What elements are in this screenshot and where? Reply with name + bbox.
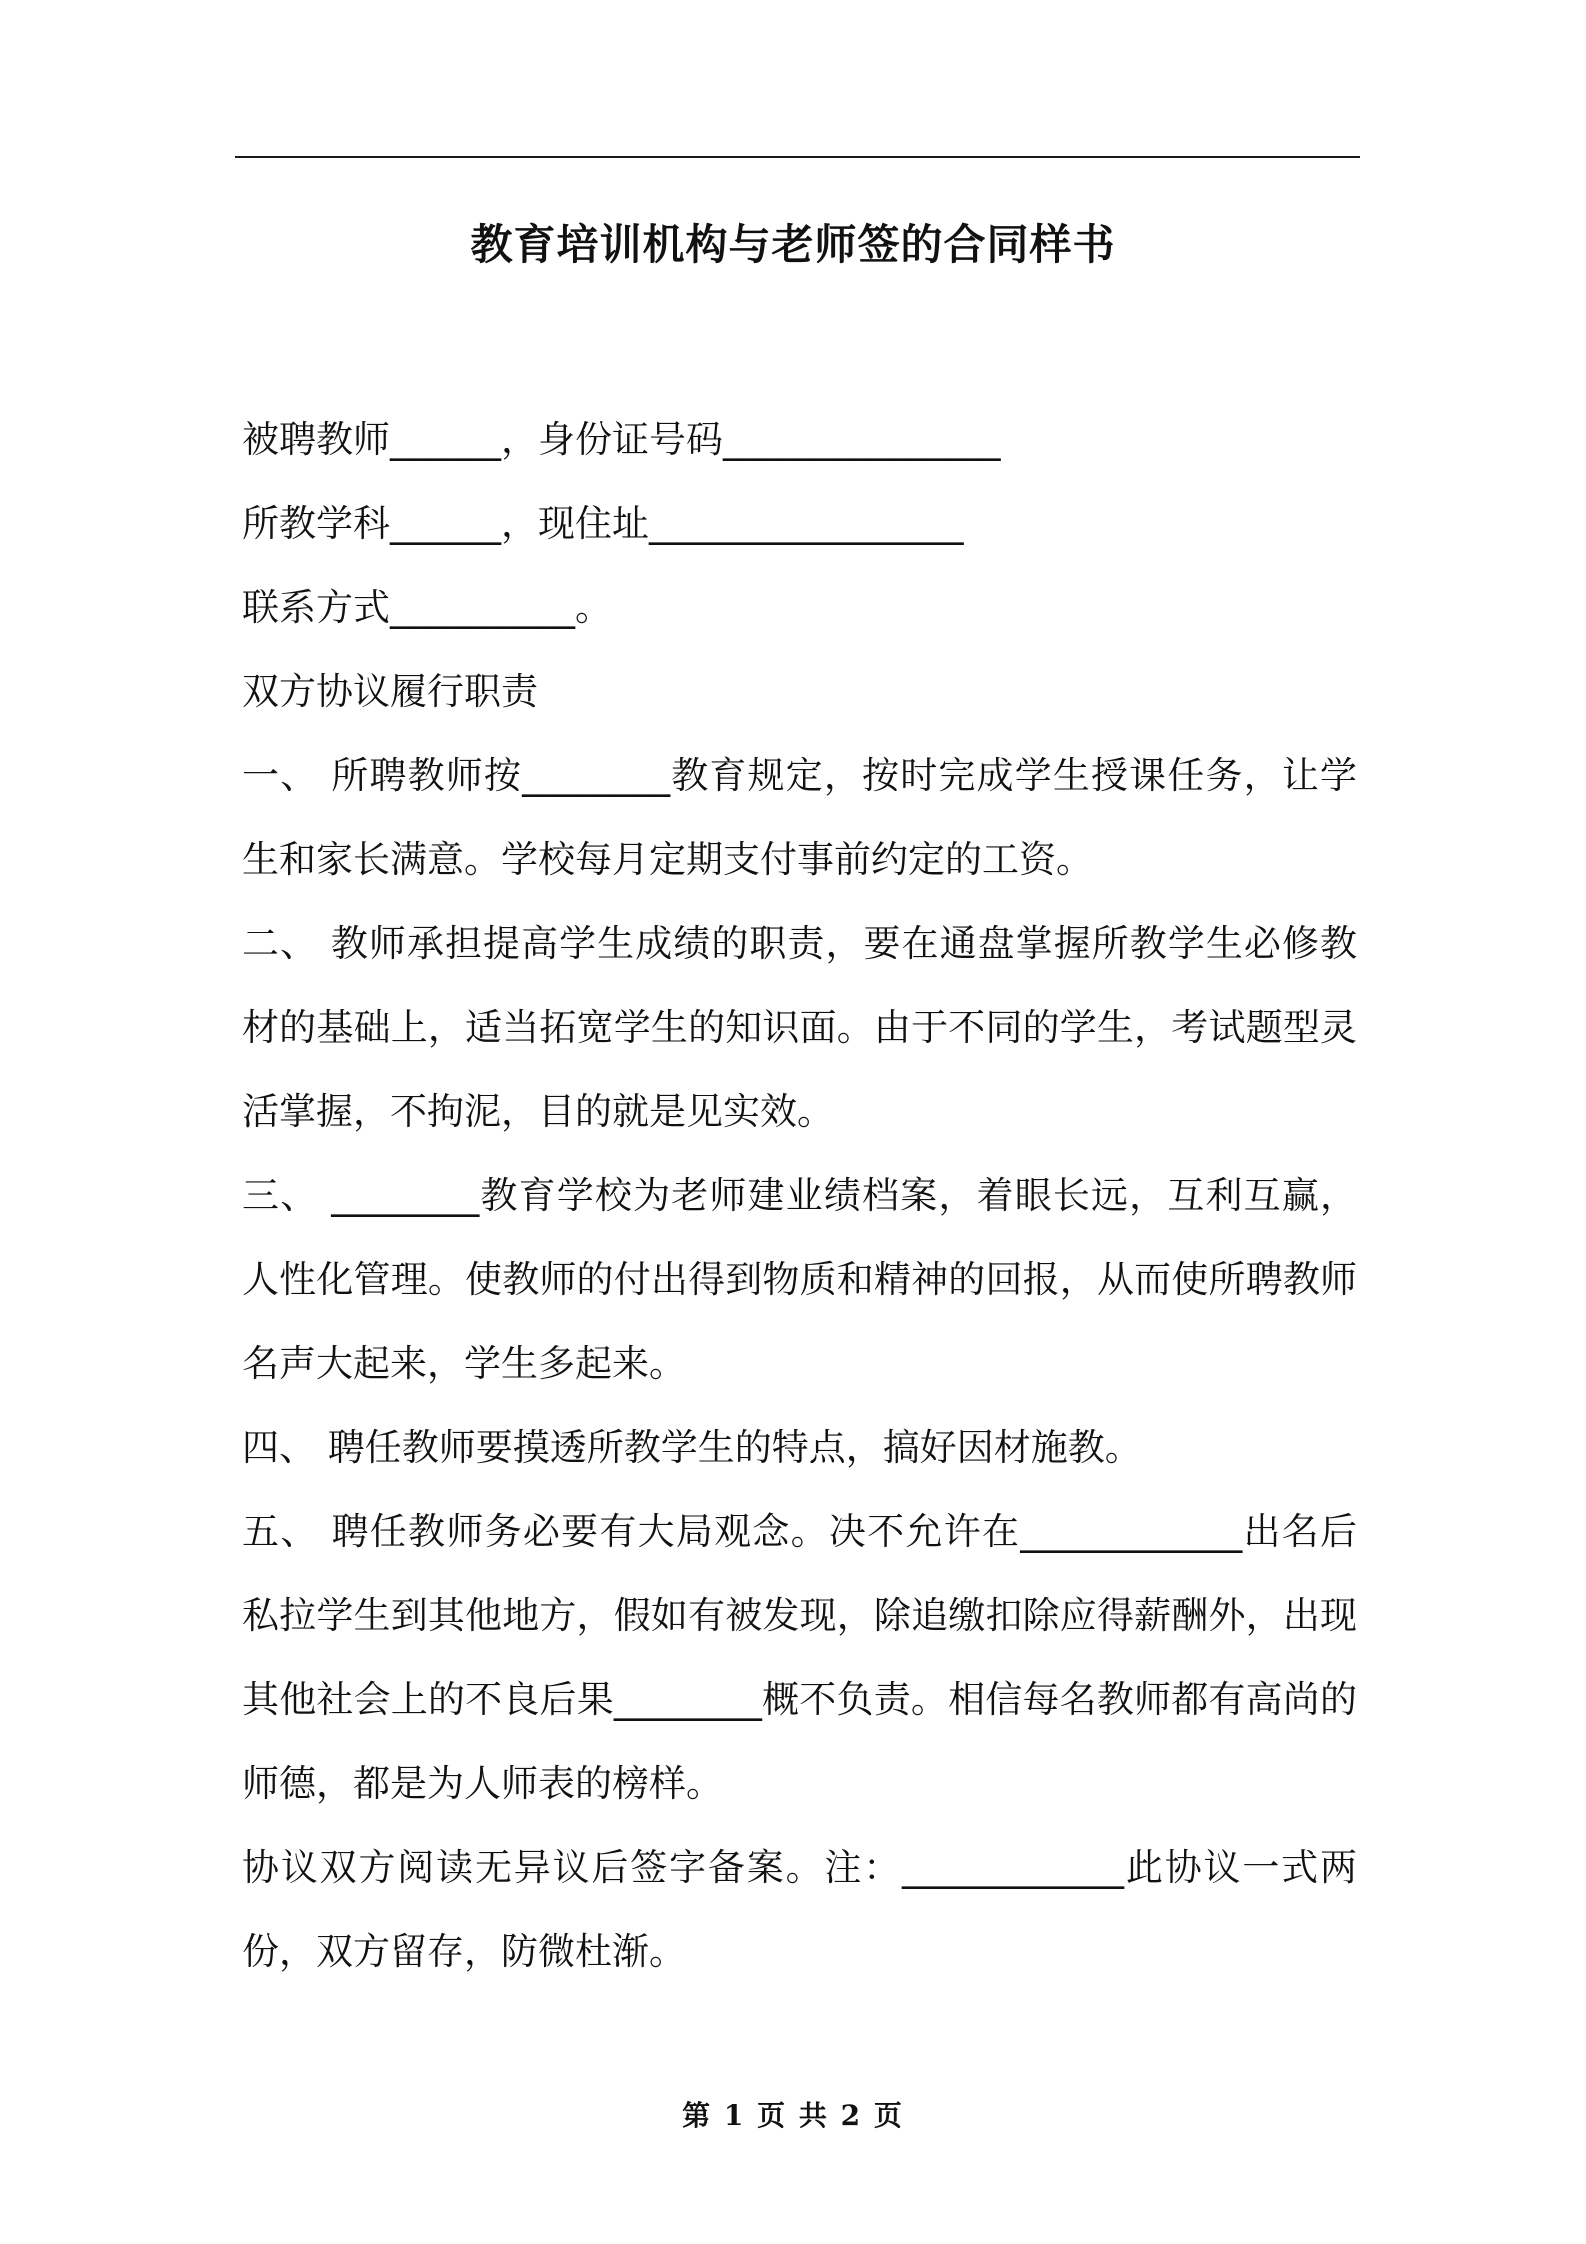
contact-line: 联系方式__________。: [242, 586, 612, 629]
teacher-id-line: 被聘教师______，身份证号码_______________: [242, 418, 1001, 461]
subject-address-line: 所教学科______，现住址_________________: [242, 502, 964, 545]
duties-heading: 双方协议履行职责: [242, 670, 538, 713]
clause-3: 三、 ________教育学校为老师建业绩档案，着眼长远，互利互赢，人性化管理。使教师的付出得到物质和精神的回报，从而使所聘教师名声大起来，学生多起来。: [242, 1174, 1357, 1385]
clause-5: 五、 聘任教师务必要有大局观念。决不允许在____________出名后私拉学生到其他地方，假如有被发现，除追缴扣除应得薪酬外，出现其他社会上的不良后果________概不负责。相信每名教师都有高尚的师德，都是为人师表的榜样。: [242, 1510, 1357, 1805]
clause-2: 二、 教师承担提高学生成绩的职责，要在通盘掌握所教学生必修教材的基础上，适当拓宽学生的知识面。由于不同的学生，考试题型灵活掌握，不拘泥，目的就是见实效。: [242, 922, 1357, 1133]
page-number: 第 1 页 共 2 页: [682, 2099, 904, 2132]
clause-1: 一、 所聘教师按________教育规定，按时完成学生授课任务，让学生和家长满意。学校每月定期支付事前约定的工资。: [242, 754, 1357, 881]
clause-4: 四、 聘任教师要摸透所教学生的特点，搞好因材施教。: [242, 1426, 1142, 1469]
document-body: [242, 398, 1357, 1994]
closing-note: 协议双方阅读无异议后签字备案。注：____________此协议一式两份，双方留存，防微杜渐。: [242, 1846, 1357, 1973]
header-rule: [235, 156, 1360, 158]
document-title: 教育培训机构与老师签的合同样书: [470, 220, 1116, 269]
